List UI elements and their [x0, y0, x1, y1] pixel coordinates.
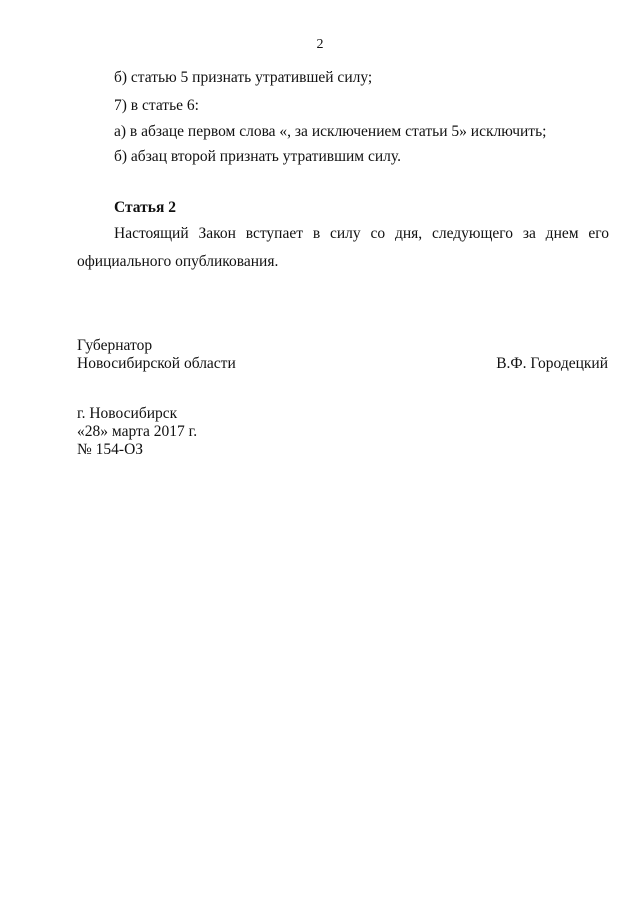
article-text-line2: официального опубликования. [77, 253, 279, 270]
article-heading: Статья 2 [114, 199, 176, 216]
amendment-item: а) в абзаце первом слова «, за исключением статьи 5» исключить; [114, 123, 547, 140]
footer-date: «28» марта 2017 г. [77, 423, 198, 440]
document-footer [77, 405, 197, 459]
page-number: 2 [316, 37, 324, 52]
footer-number: № 154-ОЗ [77, 441, 144, 458]
amendment-item: 7) в статье 6: [114, 97, 199, 114]
amendment-item: б) абзац второй признать утратившим силу. [114, 148, 401, 165]
signatory-title: Губернатор [77, 337, 153, 354]
amendment-item: б) статью 5 признать утратившей силу; [114, 69, 373, 86]
signatory-position [77, 337, 236, 373]
signatory-name: В.Ф. Городецкий [496, 355, 608, 372]
article-text-line1: Настоящий Закон вступает в силу со дня, следующего за днем его [114, 225, 609, 242]
signatory-region: Новосибирской области [77, 355, 236, 372]
footer-city: г. Новосибирск [77, 405, 178, 422]
